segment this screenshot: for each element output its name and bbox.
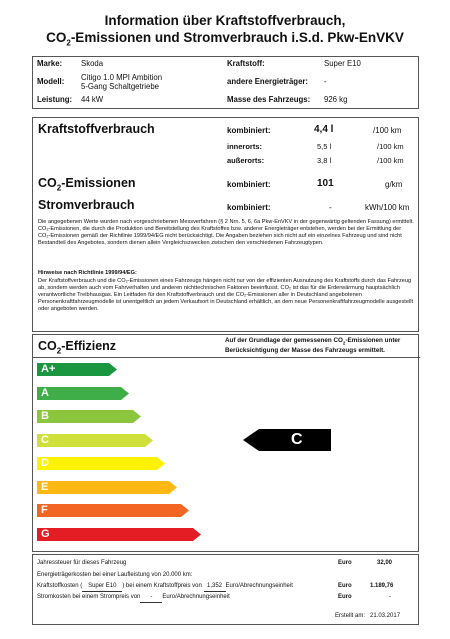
indicator-class-label: C [291, 431, 303, 448]
modell-value-2: 5-Gang Schaltgetriebe [81, 82, 160, 91]
kombiniert-value: 4,4 l [314, 124, 334, 135]
innerorts-unit: /100 km [377, 142, 404, 151]
erstellt-label: Erstellt am: [335, 613, 366, 619]
costs-box [32, 554, 419, 625]
efficiency-class-bar-a-plus [37, 363, 117, 376]
efficiency-class-bar-d [37, 457, 165, 470]
masse-label: Masse des Fahrzeugs: [227, 95, 311, 104]
marke-value: Skoda [81, 59, 104, 68]
kraftstoffkosten-fuel: Super E10 [82, 581, 122, 592]
efficiency-class-label: C [41, 433, 49, 446]
stromkosten-value: - [389, 594, 391, 600]
efficiency-class-label: A+ [41, 363, 56, 375]
energie-value: - [324, 77, 327, 86]
title-line-2: $CO_2$-Emissionen und Stromverbrauch i.S.d. Pkw-EnVKV [46, 30, 404, 48]
efficiency-class-arrow-shape [37, 457, 165, 470]
efficiency-class-arrow-shape [37, 434, 153, 447]
kosten-label: Energieträgerkosten bei einer Laufleistung von 20.000 km: [37, 572, 193, 578]
indicator-arrow-shape [243, 429, 331, 451]
efficiency-class-arrow-shape [37, 410, 141, 423]
efficiency-scale [37, 363, 237, 548]
kraftstoff-label: Kraftstoff: [227, 59, 265, 68]
efficiency-class-indicator [243, 429, 331, 451]
efficiency-class-bar-e [37, 481, 177, 494]
co2-value: 101 [317, 178, 334, 189]
efficiency-class-label: G [41, 527, 50, 540]
efficiency-class-label: D [41, 457, 49, 469]
kraftstoffkosten-line: Kraftstoffkosten ( Super E10 ) bei einem Kraftstoffpreis von 1,352 Euro/Abrechnungseinheit [37, 581, 293, 592]
stromkosten-line: Stromkosten bei einem Strompreis von - Euro/Abrechnungseinheit [37, 592, 230, 603]
efficiency-class-bar-b [37, 410, 141, 423]
kraftstoffverbrauch-heading: Kraftstoffverbrauch [38, 122, 155, 136]
ausserorts-unit: /100 km [377, 156, 404, 165]
legal-note-2: Der Kraftstoffverbrauch und die CO₂-Emissionen eines Fahrzeugs hängen nicht nur von der effizienten Ausnutzung des Kraftstoffs durch das Fahrzeug ab, sondern werden auch vom Fahrverhalten und anderen nichttechnischen Faktoren beeinflusst. CO₂ ist das für die Erderwärmung hauptsächlich verantwortliche Treibhausgas. Ein Leitfaden für den Kraftstoffverbrauch und die CO₂-Emissionen aller in Deutschland angebotenen Personenkraftfahrzeugmodelle ist unentgeltlich an jedem Verkaufsort in Deutschland erhältlich, an dem neue Personenkraftfahrzeugmodelle ausgestellt oder angeboten werden. [38, 278, 414, 313]
efficiency-class-arrow-shape [37, 481, 177, 494]
co2-kombiniert-label: kombiniert: [227, 180, 271, 189]
efficiency-class-bar-g [37, 528, 201, 541]
efficiency-class-arrow-shape [37, 504, 189, 517]
efficiency-basis-note [225, 337, 400, 355]
innerorts-label: innerorts: [227, 142, 263, 151]
efficiency-class-label: A [41, 386, 49, 399]
efficiency-class-label: B [41, 410, 49, 422]
efficiency-class-arrow-shape [37, 528, 201, 541]
efficiency-class-label: F [41, 504, 48, 516]
efficiency-divider [33, 357, 420, 358]
stromkosten-currency: Euro [338, 594, 352, 600]
leistung-value: 44 kW [81, 95, 104, 104]
marke-label: Marke: [37, 59, 63, 68]
kombiniert-label: kombiniert: [227, 126, 271, 135]
efficiency-class-bar-f [37, 504, 189, 517]
efficiency-class-bar-c [37, 434, 153, 447]
kraftstoffkosten-value: 1.189,76 [370, 583, 394, 589]
strom-unit: kWh/100 km [365, 203, 410, 212]
vehicle-info-box [32, 56, 419, 109]
legal-note-1: Die angegebenen Werte wurden nach vorgeschriebenen Messverfahren (§ 2 Nrn. 5, 6, 6a Pkw-EnVKV in der gegenwärtig geltenden Fassung) ermittelt. CO₂-Emissionen, die durch die Produktion und Bereitstellung des Kraftstoffes bzw. anderer Energieträger entstehen, werden bei der Ermittlung der CO₂-Emissionen gemäß der Richtlinie 1999/94/EG nicht berücksichtigt. Die Angaben beziehen sich nicht auf ein einzelnes Fahrzeug und sind nicht Bestandteil des Angebotes, sondern dienen allein Vergleichszwecken zwischen den verschiedenen Fahrzeugtypen. [38, 219, 414, 247]
kombiniert-unit: /100 km [373, 126, 402, 135]
energie-label: andere Energieträger: [227, 77, 309, 86]
kraftstoffpreis: 1,352 [204, 581, 226, 592]
co2-emissionen-heading: $CO_2$-Emissionen [38, 176, 136, 193]
kraftstoff-value: Super E10 [324, 59, 361, 68]
modell-value-1: Citigo 1.0 MPI Ambition [81, 73, 163, 82]
steuer-value: 32,00 [377, 560, 393, 566]
masse-value: 926 kg [324, 95, 348, 104]
page-title [0, 12, 450, 52]
ausserorts-value: 3,8 l [317, 156, 332, 165]
modell-label: Modell: [37, 77, 65, 86]
steuer-label: Jahressteuer für dieses Fahrzeug [37, 560, 127, 566]
innerorts-value: 5,5 l [317, 142, 332, 151]
efficiency-class-bar-a [37, 387, 129, 400]
steuer-currency: Euro [338, 560, 352, 566]
efficiency-basis-line-2: Berücksichtigung der Masse des Fahrzeugs ermittelt. [225, 347, 385, 355]
strompreis: - [140, 592, 162, 603]
leistung-label: Leistung: [37, 95, 73, 104]
co2-effizienz-heading: $CO_2$-Effizienz [38, 339, 117, 356]
efficiency-class-arrow-shape [37, 387, 129, 400]
stromverbrauch-heading: Stromverbrauch [38, 198, 135, 212]
ausserorts-label: außerorts: [227, 156, 265, 165]
strom-kombiniert-label: kombiniert: [227, 203, 271, 212]
efficiency-basis-line-1: Auf der Grundlage der gemessenen $CO_2$-Emissionen unter [225, 337, 401, 346]
legal-note-heading: Hinweise nach Richtlinie 1999/94/EG: [38, 270, 137, 276]
co2-unit: g/km [385, 180, 403, 189]
consumption-box [32, 117, 419, 332]
strom-value: - [329, 203, 332, 212]
title-line-1: Information über Kraftstoffverbrauch, [104, 13, 346, 28]
co2-efficiency-box [32, 334, 419, 552]
efficiency-class-label: E [41, 480, 49, 493]
kraftstoffkosten-currency: Euro [338, 583, 352, 589]
erstellt-value: 21.03.2017 [370, 613, 401, 619]
